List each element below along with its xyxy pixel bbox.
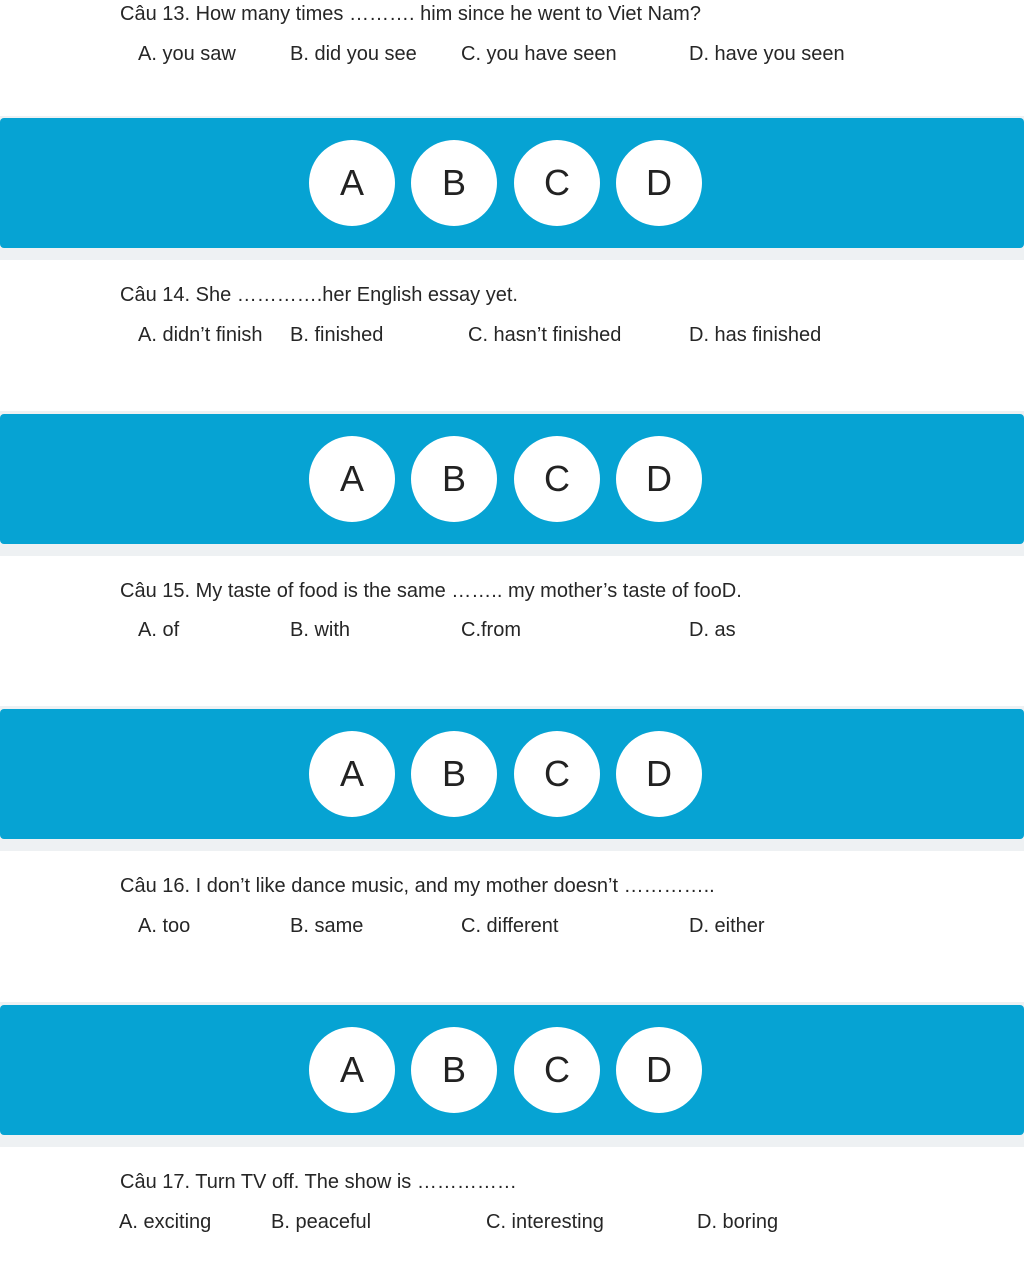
option-14-b: B. finished [290, 324, 384, 346]
answer-button-14-b[interactable]: B [411, 436, 497, 522]
answer-button-14-d[interactable]: D [616, 436, 702, 522]
option-13-a: A. you saw [138, 43, 236, 65]
question-text-17: Câu 17. Turn TV off. The show is …………… [120, 1171, 517, 1193]
option-17-c: C. interesting [486, 1211, 604, 1233]
option-15-a: A. of [138, 619, 180, 641]
answer-button-15-a[interactable]: A [309, 731, 395, 817]
option-13-b: B. did you see [290, 43, 417, 65]
question-text-14: Câu 14. She ………….her English essay yet. [120, 284, 518, 306]
question-text-13: Câu 13. How many times ………. him since he went to Viet Nam? [120, 3, 701, 25]
answer-button-13-d[interactable]: D [616, 140, 702, 226]
answer-button-16-c[interactable]: C [514, 1027, 600, 1113]
answer-button-13-b[interactable]: B [411, 140, 497, 226]
option-13-c: C. you have seen [461, 43, 617, 65]
option-14-d: D. has finished [689, 324, 822, 346]
question-text-15: Câu 15. My taste of food is the same …….. my mother’s taste of fooD. [120, 580, 742, 602]
answer-bar-15 [0, 709, 1024, 839]
option-15-d: D. as [689, 619, 736, 641]
option-13-d: D. have you seen [689, 43, 845, 65]
answer-button-16-a[interactable]: A [309, 1027, 395, 1113]
answer-button-14-c[interactable]: C [514, 436, 600, 522]
question-card-13 [0, 0, 1024, 116]
option-17-b: B. peaceful [271, 1211, 372, 1233]
question-card-17 [0, 1147, 1024, 1280]
answer-button-13-c[interactable]: C [514, 140, 600, 226]
option-16-a: A. too [138, 915, 191, 937]
answer-button-16-d[interactable]: D [616, 1027, 702, 1113]
option-15-b: B. with [290, 619, 351, 641]
answer-button-15-d[interactable]: D [616, 731, 702, 817]
answer-bar-14 [0, 414, 1024, 544]
option-16-d: D. either [689, 915, 765, 937]
answer-button-15-b[interactable]: B [411, 731, 497, 817]
option-16-c: C. different [461, 915, 559, 937]
answer-button-14-a[interactable]: A [309, 436, 395, 522]
option-17-d: D. boring [697, 1211, 779, 1233]
question-card-14 [0, 260, 1024, 411]
question-text-16: Câu 16. I don’t like dance music, and my mother doesn’t ………….. [120, 875, 715, 897]
question-card-16 [0, 851, 1024, 1002]
answer-button-15-c[interactable]: C [514, 731, 600, 817]
option-14-c: C. hasn’t finished [468, 324, 622, 346]
question-card-15 [0, 556, 1024, 706]
answer-bar-16 [0, 1005, 1024, 1135]
answer-button-13-a[interactable]: A [309, 140, 395, 226]
option-14-a: A. didn’t finish [138, 324, 263, 346]
option-15-c: C.from [461, 619, 521, 641]
option-17-a: A. exciting [119, 1211, 212, 1233]
answer-button-16-b[interactable]: B [411, 1027, 497, 1113]
answer-bar-13 [0, 118, 1024, 248]
option-16-b: B. same [290, 915, 364, 937]
